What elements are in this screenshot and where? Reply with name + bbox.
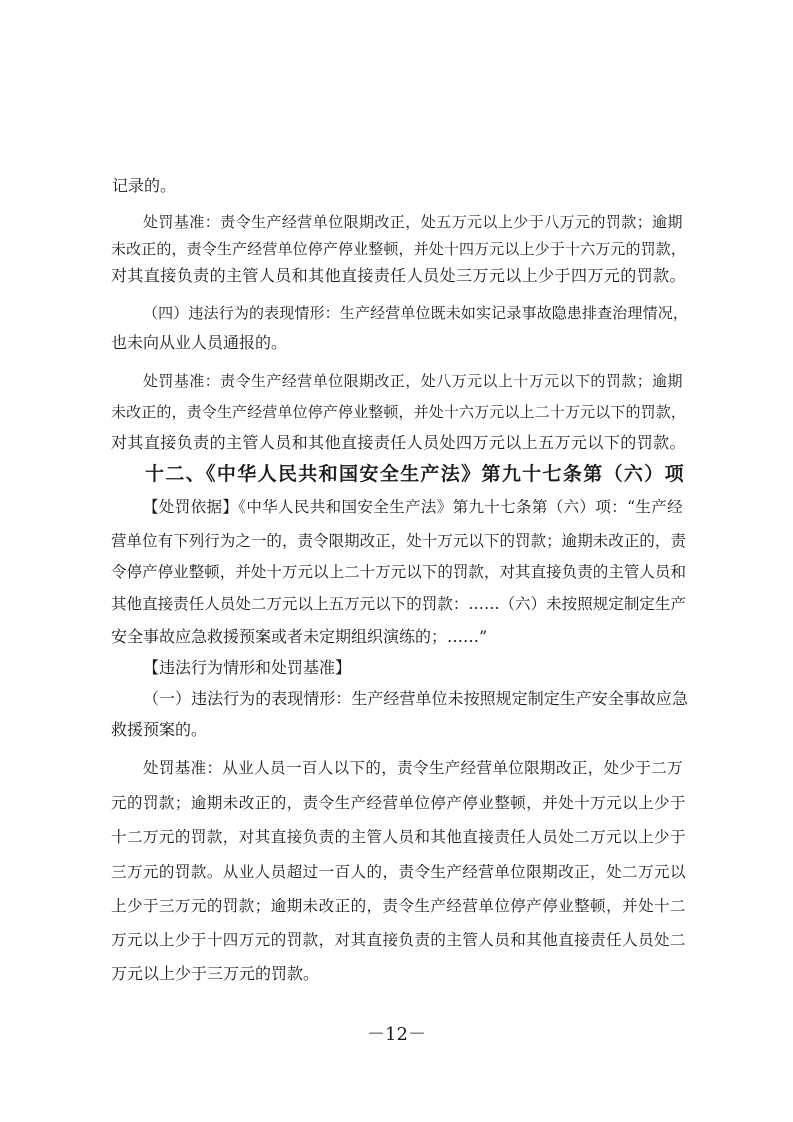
text-line: 救援预案的。 bbox=[111, 720, 208, 739]
text-line: 【违法行为情形和处罚基准】 bbox=[143, 658, 352, 677]
text-line: 元的罚款；逾期未改正的，责令生产经营单位停产停业整顿，并处十万元以上少于 bbox=[111, 794, 686, 812]
text-line: （一）违法行为的表现情形：生产经营单位未按照规定制定生产安全事故应急 bbox=[143, 689, 688, 708]
text-line: 处罚基准：从业人员一百人以下的，责令生产经营单位限期改正，处少于二万 bbox=[143, 759, 683, 777]
text-line: 【处罚依据】《中华人民共和国安全生产法》第九十七条第（六）项：“生产经 bbox=[143, 498, 683, 516]
text-line: 三万元的罚款。从业人员超过一百人的，责令生产经营单位限期改正，处二万元以 bbox=[111, 863, 686, 881]
text-line: 营单位有下列行为之一的，责令限期改正，处十万元以下的罚款；逾期未改正的，责 bbox=[111, 532, 686, 550]
text-line: （四）违法行为的表现情形：生产经营单位既未如实记录事故隐患排查治理情况， bbox=[143, 304, 688, 322]
text-line: 处罚基准：责令生产经营单位限期改正，处五万元以上少于八万元的罚款；逾期 bbox=[143, 213, 683, 231]
text-line: 令停产停业整顿，并处十万元以上二十万元以下的罚款，对其直接负责的主管人员和 bbox=[111, 563, 686, 581]
text-line: 处罚基准：责令生产经营单位限期改正，处八万元以上十万元以下的罚款；逾期 bbox=[143, 372, 683, 390]
text-line: 其他直接责任人员处二万元以上五万元以下的罚款：……（六）未按照规定制定生产 bbox=[111, 595, 686, 613]
text-line: 上少于三万元的罚款；逾期未改正的，责令生产经营单位停产停业整顿，并处十二 bbox=[111, 897, 686, 915]
text-line: 万元以上少于十四万元的罚款，对其直接负责的主管人员和其他直接责任人员处二 bbox=[111, 931, 686, 949]
text-line: 对其直接负责的主管人员和其他直接责任人员处四万元以上五万元以下的罚款。 bbox=[111, 433, 686, 452]
text-line: 安全事故应急救援预案或者未定期组织演练的；……” bbox=[111, 627, 488, 646]
section-heading: 十二、《中华人民共和国安全生产法》第九十七条第（六）项 bbox=[145, 463, 685, 485]
text-line: 对其直接负责的主管人员和其他直接责任人员处三万元以上少于四万元的罚款。 bbox=[111, 266, 686, 285]
text-line: 万元以上少于三万元的罚款。 bbox=[111, 964, 320, 983]
text-line: 未改正的，责令生产经营单位停产停业整顿，并处十四万元以上少于十六万元的罚款， bbox=[111, 240, 686, 258]
text-line: 未改正的，责令生产经营单位停产停业整顿，并处十六万元以上二十万元以下的罚款， bbox=[111, 403, 686, 421]
text-line: 也未向从业人员通报的。 bbox=[111, 333, 288, 352]
text-line: 十二万元的罚款，对其直接负责的主管人员和其他直接责任人员处二万元以上少于 bbox=[111, 828, 686, 846]
page-number: －12－ bbox=[367, 1024, 426, 1045]
text-line: 记录的。 bbox=[112, 176, 177, 195]
